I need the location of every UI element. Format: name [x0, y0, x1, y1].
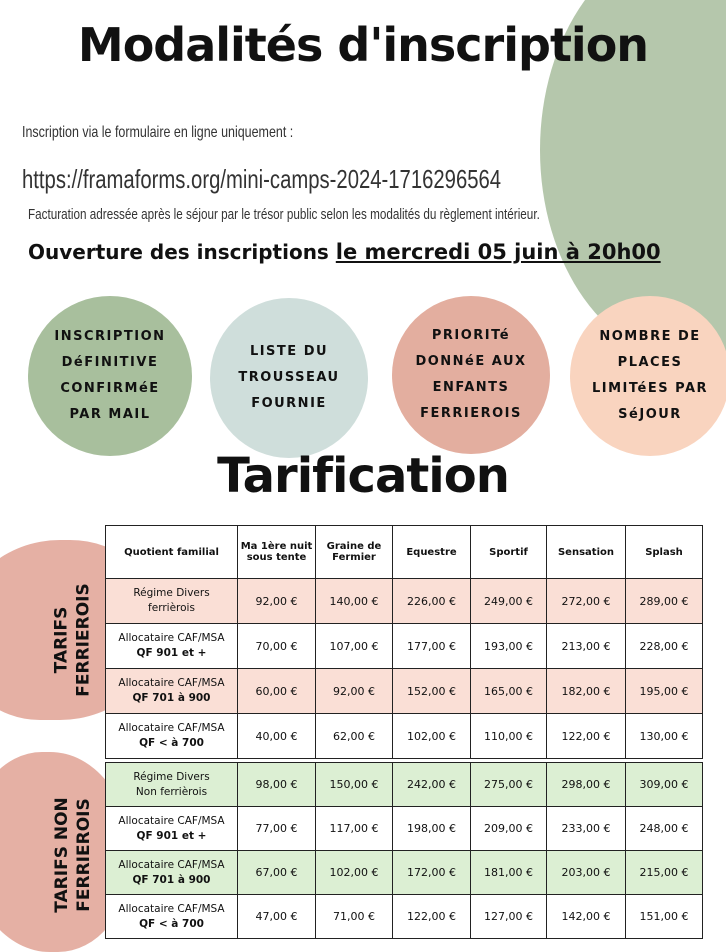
row-label-line1: Allocataire CAF/MSA	[118, 722, 225, 734]
price-cell: 289,00 €	[626, 579, 703, 624]
price-cell: 275,00 €	[471, 763, 547, 807]
row-label	[106, 714, 238, 759]
price-cell: 165,00 €	[471, 669, 547, 714]
row-label-line1: Allocataire CAF/MSA	[118, 677, 225, 689]
col-header: Graine de Fermier	[316, 526, 393, 579]
group-label-ferrierois-line2: FERRIEROIS	[74, 583, 94, 697]
group-label-non-ferrierois-line2: FERRIEROIS	[74, 798, 94, 912]
price-cell: 117,00 €	[316, 807, 393, 851]
price-cell: 122,00 €	[547, 714, 626, 759]
price-cell: 102,00 €	[316, 851, 393, 895]
price-cell: 181,00 €	[471, 851, 547, 895]
price-cell: 177,00 €	[393, 624, 471, 669]
table-row	[106, 763, 703, 807]
price-cell: 152,00 €	[393, 669, 471, 714]
price-cell: 215,00 €	[626, 851, 703, 895]
price-cell: 102,00 €	[393, 714, 471, 759]
table-header-row	[106, 526, 703, 579]
price-cell: 309,00 €	[626, 763, 703, 807]
row-label-line2: ferrièrois	[148, 602, 195, 614]
price-cell: 122,00 €	[393, 895, 471, 939]
circle-priorite-text: PRIORITé DONNéE AUX ENFANTS FERRIEROIS	[415, 328, 527, 421]
price-cell: 298,00 €	[547, 763, 626, 807]
opening-notice	[28, 240, 661, 264]
price-cell: 172,00 €	[393, 851, 471, 895]
row-label	[106, 669, 238, 714]
price-cell: 92,00 €	[316, 669, 393, 714]
price-cell: 98,00 €	[238, 763, 316, 807]
price-cell: 62,00 €	[316, 714, 393, 759]
row-label-line2: QF 901 et +	[136, 647, 207, 659]
billing-info: Facturation adressée après le séjour par le trésor public selon les modalités du règlement intérieur.	[28, 206, 540, 223]
price-cell: 47,00 €	[238, 895, 316, 939]
price-cell: 209,00 €	[471, 807, 547, 851]
group-label-ferrierois	[33, 580, 113, 700]
price-cell: 272,00 €	[547, 579, 626, 624]
price-cell: 151,00 €	[626, 895, 703, 939]
col-header: Sportif	[471, 526, 547, 579]
circle-places-text: NOMBRE DE PLACES LIMITéES PAR SéJOUR	[591, 329, 709, 422]
circle-trousseau-text: LISTE DU TROUSSEAU FOURNIE	[238, 344, 340, 411]
table-row	[106, 807, 703, 851]
table-row	[106, 714, 703, 759]
price-cell: 40,00 €	[238, 714, 316, 759]
form-url-link[interactable]: https://framaforms.org/mini-camps-2024-1716296564	[22, 164, 502, 194]
price-cell: 71,00 €	[316, 895, 393, 939]
group-label-non-ferrierois-line1: TARIFS NON	[52, 797, 72, 913]
circle-inscription-text: INSCRIPTION DéFINITIVE CONFIRMéE PAR MAIL	[54, 329, 166, 422]
price-cell: 142,00 €	[547, 895, 626, 939]
row-label-line2: QF < à 700	[139, 917, 204, 930]
price-cell: 67,00 €	[238, 851, 316, 895]
price-cell: 70,00 €	[238, 624, 316, 669]
row-label	[106, 895, 238, 939]
row-label-line2: QF 701 à 900	[132, 692, 211, 704]
col-header: Quotient familial	[106, 526, 238, 579]
group-label-ferrierois-line1: TARIFS	[52, 606, 72, 674]
table-row	[106, 579, 703, 624]
table-row	[106, 895, 703, 939]
col-header: Ma 1ère nuit sous tente	[238, 526, 316, 579]
price-cell: 182,00 €	[547, 669, 626, 714]
price-cell: 127,00 €	[471, 895, 547, 939]
table-tarifs-non-ferrierois	[105, 762, 703, 939]
row-label	[106, 579, 238, 624]
table-row	[106, 624, 703, 669]
price-cell: 195,00 €	[626, 669, 703, 714]
price-cell: 233,00 €	[547, 807, 626, 851]
price-cell: 110,00 €	[471, 714, 547, 759]
table-tarifs-ferrierois	[105, 525, 703, 759]
page-title: Modalités d'inscription	[77, 18, 649, 72]
row-label-line1: Allocataire CAF/MSA	[118, 902, 225, 915]
row-label-line1: Régime Divers	[133, 770, 210, 783]
price-cell: 92,00 €	[238, 579, 316, 624]
price-cell: 248,00 €	[626, 807, 703, 851]
price-cell: 198,00 €	[393, 807, 471, 851]
price-cell: 60,00 €	[238, 669, 316, 714]
row-label	[106, 807, 238, 851]
price-cell: 150,00 €	[316, 763, 393, 807]
circle-priorite	[392, 296, 550, 454]
row-label	[106, 851, 238, 895]
price-cell: 193,00 €	[471, 624, 547, 669]
price-cell: 203,00 €	[547, 851, 626, 895]
row-label-line1: Allocataire CAF/MSA	[118, 858, 225, 871]
inscription-info: Inscription via le formulaire en ligne uniquement :	[22, 124, 294, 141]
circle-inscription	[28, 296, 192, 456]
row-label	[106, 763, 238, 807]
price-cell: 77,00 €	[238, 807, 316, 851]
price-cell: 130,00 €	[626, 714, 703, 759]
price-cell: 242,00 €	[393, 763, 471, 807]
row-label	[106, 624, 238, 669]
section-title-tarification: Tarification	[217, 448, 509, 504]
circle-places	[570, 296, 726, 456]
price-cell: 140,00 €	[316, 579, 393, 624]
col-header: Equestre	[393, 526, 471, 579]
price-cell: 226,00 €	[393, 579, 471, 624]
price-cell: 107,00 €	[316, 624, 393, 669]
price-cell: 249,00 €	[471, 579, 547, 624]
row-label-line2: Non ferrièrois	[135, 785, 208, 798]
row-label-line2: QF < à 700	[139, 737, 204, 749]
group-label-non-ferrierois	[33, 780, 113, 930]
price-cell: 213,00 €	[547, 624, 626, 669]
circle-trousseau	[210, 298, 368, 458]
opening-date: le mercredi 05 juin à 20h00	[335, 240, 661, 264]
col-header: Sensation	[547, 526, 626, 579]
row-label-line2: QF 701 à 900	[132, 873, 211, 886]
opening-prefix: Ouverture des inscriptions	[28, 240, 336, 264]
row-label-line1: Allocataire CAF/MSA	[118, 632, 225, 644]
row-label-line2: QF 901 et +	[136, 829, 207, 842]
price-cell: 228,00 €	[626, 624, 703, 669]
table-row	[106, 669, 703, 714]
col-header: Splash	[626, 526, 703, 579]
table-row	[106, 851, 703, 895]
row-label-line1: Régime Divers	[133, 587, 210, 599]
row-label-line1: Allocataire CAF/MSA	[118, 814, 225, 827]
